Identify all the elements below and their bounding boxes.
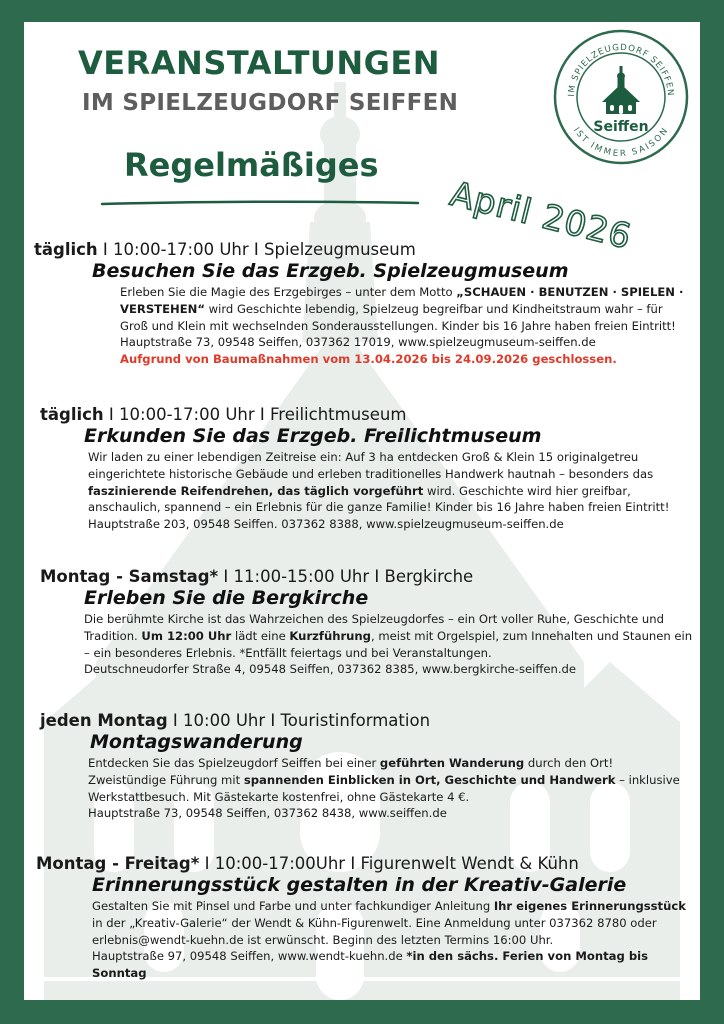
event-description	[84, 611, 694, 678]
month-label: April 2026	[446, 174, 636, 258]
event-title: Erkunden Sie das Erzgeb. Freilichtmuseum	[84, 425, 542, 447]
desc-text: Entdecken Sie das Spielzeugdorf Seiffen bei einer	[88, 756, 380, 770]
event-title: Erleben Sie die Bergkirche	[84, 587, 369, 609]
desc-text: durch den Ort! Zweistündige Führung mit	[88, 756, 614, 787]
desc-text: lädt eine	[231, 628, 290, 643]
event-venue: Spielzeugmuseum	[264, 240, 416, 259]
event-venue: Freilichtmuseum	[270, 405, 407, 424]
desc-text: wird. Geschichte wird hier greifbar, anschaulich, spannend – ein Erlebnis für die ganze Familie! Kinder bis 16 Jahre haben freien Eintritt!	[88, 483, 670, 515]
event-venue: Figurenwelt Wendt & Kühn	[360, 854, 579, 873]
desc-highlight: „SCHAUEN · BENUTZEN · SPIELEN · VERSTEHEN“	[120, 285, 684, 316]
desc-text: in der „Kreativ-Galerie“ der Wendt & Kühn-Figurenwelt. Eine Anmeldung unter 037362 8780 oder erlebnis@wendt-kuehn.de ist erwünscht. Beginn des letzten Termins 16:00 Uhr.	[92, 915, 657, 947]
event-day: Montag - Samstag*	[40, 567, 219, 586]
event-time: 10:00-17:00 Uhr	[113, 240, 249, 259]
desc-text: Wir laden zu einer lebendigen Zeitreise ein: Auf 3 ha entdecken Groß & Klein 15 originalgetreu eingerichtete historische Gebäude und erleben traditionelles Handwerk hautnah – besonders das	[88, 450, 654, 481]
flyer-page	[24, 22, 700, 1000]
event-freilichtmuseum	[40, 405, 696, 533]
event-bergkirche	[40, 567, 696, 678]
separator: I	[254, 405, 271, 424]
separator: I	[265, 711, 281, 730]
event-schedule	[36, 854, 692, 873]
page-title: VERANSTALTUNGEN	[78, 44, 441, 82]
separator: I	[345, 854, 361, 873]
event-spielzeugmuseum	[34, 240, 690, 368]
event-description	[120, 284, 690, 368]
heading-underline	[100, 198, 420, 208]
event-day: täglich	[40, 405, 104, 424]
section-heading: Regelmäßiges	[124, 146, 379, 184]
logo-ring-bottom: IST IMMER SAISON	[571, 125, 671, 160]
event-address: Hauptstraße 203, 09548 Seiffen. 037362 8388, www.spielzeugmuseum-seiffen.de	[88, 517, 564, 532]
desc-text: – inklusive Werkstattbesuch. Mit Gästekarte kostenfrei, ohne Gästekarte 4 €.	[88, 772, 680, 804]
separator: I	[218, 567, 234, 586]
separator: I	[167, 711, 184, 730]
event-title: Besuchen Sie das Erzgeb. Spielzeugmuseum	[92, 260, 569, 282]
event-time: 10:00 Uhr	[183, 711, 266, 730]
event-description	[88, 755, 694, 822]
event-address: Hauptstraße 73, 09548 Seiffen, 037362 8438, www.seiffen.de	[88, 806, 447, 821]
separator: I	[103, 405, 120, 424]
event-address: Hauptstraße 97, 09548 Seiffen, www.wendt-kuehn.de	[92, 949, 407, 964]
desc-highlight: Um 12:00 Uhr	[141, 628, 232, 643]
logo-name: Seiffen	[593, 119, 649, 135]
event-address: Hauptstraße 73, 09548 Seiffen, 037362 17019, www.spielzeugmuseum-seiffen.de	[120, 335, 596, 350]
event-schedule	[40, 567, 696, 586]
event-time: 11:00-15:00 Uhr	[233, 567, 370, 586]
separator: I	[97, 240, 114, 259]
event-day: Montag - Freitag*	[36, 854, 200, 873]
event-schedule	[40, 711, 696, 730]
seiffen-logo	[552, 28, 690, 166]
desc-highlight: faszinierende Reifendrehen, das täglich vorgeführt	[88, 483, 424, 498]
event-schedule	[34, 240, 690, 259]
event-time: 10:00-17:00Uhr	[214, 854, 346, 873]
desc-highlight: spannenden Einblicken in Ort, Geschichte und Handwerk	[243, 772, 616, 787]
event-description	[92, 898, 692, 982]
event-day: täglich	[34, 240, 98, 259]
event-day: jeden Montag	[40, 711, 168, 730]
separator: I	[369, 567, 385, 586]
event-time: 10:00-17:00 Uhr	[119, 405, 255, 424]
event-address-note: *in den sächs. Ferien von Montag bis Sonntag	[92, 949, 648, 981]
event-description	[88, 449, 688, 533]
separator: I	[199, 854, 215, 873]
desc-text: wird Geschichte lebendig, Spielzeug begreifbar und Kindheitstraum wahr – für Groß und Klein mit wechselnden Sonderausstellungen. Kinder bis 16 Jahre haben freien Eintritt!	[120, 301, 676, 333]
desc-text: Gestalten Sie mit Pinsel und Farbe und unter fachkundiger Anleitung	[92, 899, 494, 913]
event-kreativ-galerie	[36, 854, 692, 982]
desc-highlight: Ihr eigenes Erinnerungsstück	[493, 899, 686, 913]
desc-text: Erleben Sie die Magie des Erzgebirges – unter dem Motto	[120, 285, 457, 299]
event-notice: Aufgrund von Baumaßnahmen vom 13.04.2026 bis 24.09.2026 geschlossen.	[120, 352, 617, 367]
desc-text: , meist mit Orgelspiel, zum Innehalten und Staunen ein – ein besonderes Erlebnis. *Entfällt feiertags und bei Veranstaltungen.	[84, 628, 693, 660]
page-subtitle: IM SPIELZEUGDORF SEIFFEN	[82, 90, 459, 116]
separator: I	[248, 240, 265, 259]
event-title: Erinnerungsstück gestalten in der Kreativ-Galerie	[92, 874, 627, 896]
logo-ring-top: IM SPIELZEUGDORF SEIFFEN	[566, 42, 676, 97]
desc-text: Die berühmte Kirche ist das Wahrzeichen des Spielzeugdorfes – ein Ort voller Ruhe, Geschichte und Tradition.	[84, 612, 664, 643]
event-schedule	[40, 405, 696, 424]
event-montagswanderung	[40, 711, 696, 822]
desc-highlight: Kurzführung	[289, 628, 371, 643]
event-address: Deutschneudorfer Straße 4, 09548 Seiffen, 037362 8385, www.bergkirche-seiffen.de	[84, 662, 577, 677]
event-venue: Bergkirche	[384, 567, 474, 586]
event-venue: Touristinformation	[280, 711, 431, 730]
desc-highlight: geführten Wanderung	[379, 756, 525, 770]
event-title: Montagswanderung	[90, 731, 303, 753]
